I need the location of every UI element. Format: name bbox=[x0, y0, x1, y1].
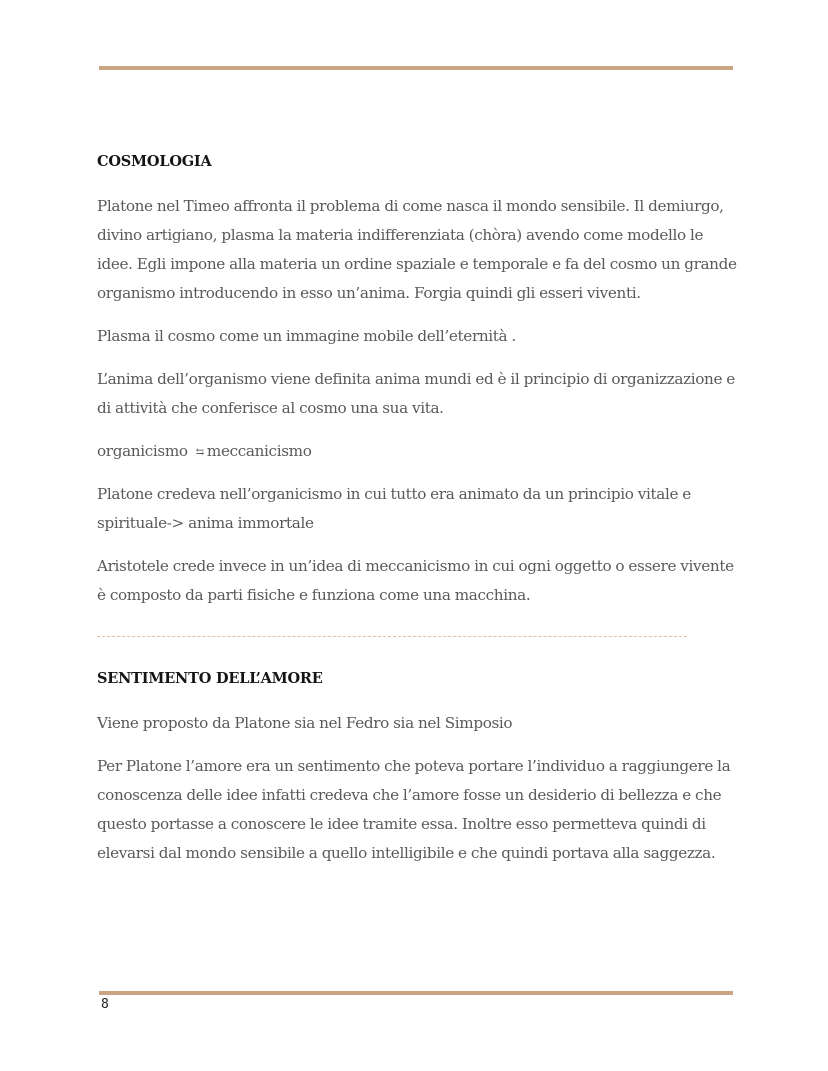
meccanicismo-label: meccanicismo bbox=[206, 442, 312, 460]
cosmologia-paragraph-1: Platone nel Timeo affronta il problema di come nasca il mondo sensibile. Il demiurgo, divino artigiano, plasma la materia indifferenziata (chòra) avendo come modello le idee. Egli impone alla materia un ordine spaziale e temporale e fa del cosmo un grande organismo introducendo in esso un’anima. Forgia quindi gli esseri viventi. bbox=[97, 197, 737, 302]
bottom-rule bbox=[99, 991, 733, 995]
section-divider bbox=[97, 636, 687, 637]
amore-paragraph-2: Per Platone l’amore era un sentimento che poteva portare l’individuo a raggiungere la conoscenza delle idee infatti credeva che l’amore fosse un desiderio di bellezza e che questo portasse a conoscere le idee tramite essa. Inoltre esso permetteva quindi di elevarsi dal mondo sensibile a quello intelligibile e che quindi portava alla saggezza. bbox=[97, 757, 731, 862]
section-heading-cosmologia: COSMOLOGIA bbox=[97, 153, 212, 170]
section-heading-sentimento-amore: SENTIMENTO DELL’AMORE bbox=[97, 670, 323, 687]
cosmologia-paragraph-6: Aristotele crede invece in un’idea di meccanicismo in cui ogni oggetto o essere vivente è composto da parti fisiche e funziona come una macchina. bbox=[97, 557, 734, 604]
amore-paragraph-1: Viene proposto da Platone sia nel Fedro sia nel Simposio bbox=[97, 714, 513, 732]
organicismo-vs-meccanicismo bbox=[97, 437, 737, 467]
top-rule bbox=[99, 66, 733, 70]
cosmologia-paragraph-2: Plasma il cosmo come un immagine mobile dell’eternità . bbox=[97, 327, 516, 345]
cosmologia-paragraph-5: Platone credeva nell’organicismo in cui tutto era animato da un principio vitale e spirituale-> anima immortale bbox=[97, 485, 691, 532]
cosmologia-paragraph-3: L’anima dell’organismo viene definita anima mundi ed è il principio di organizzazione e di attività che conferisce al cosmo una sua vita. bbox=[97, 370, 735, 417]
organicismo-label: organicismo bbox=[97, 442, 188, 460]
page-number: 8 bbox=[101, 997, 109, 1012]
exchange-arrows-icon: ⇆ bbox=[195, 447, 204, 458]
